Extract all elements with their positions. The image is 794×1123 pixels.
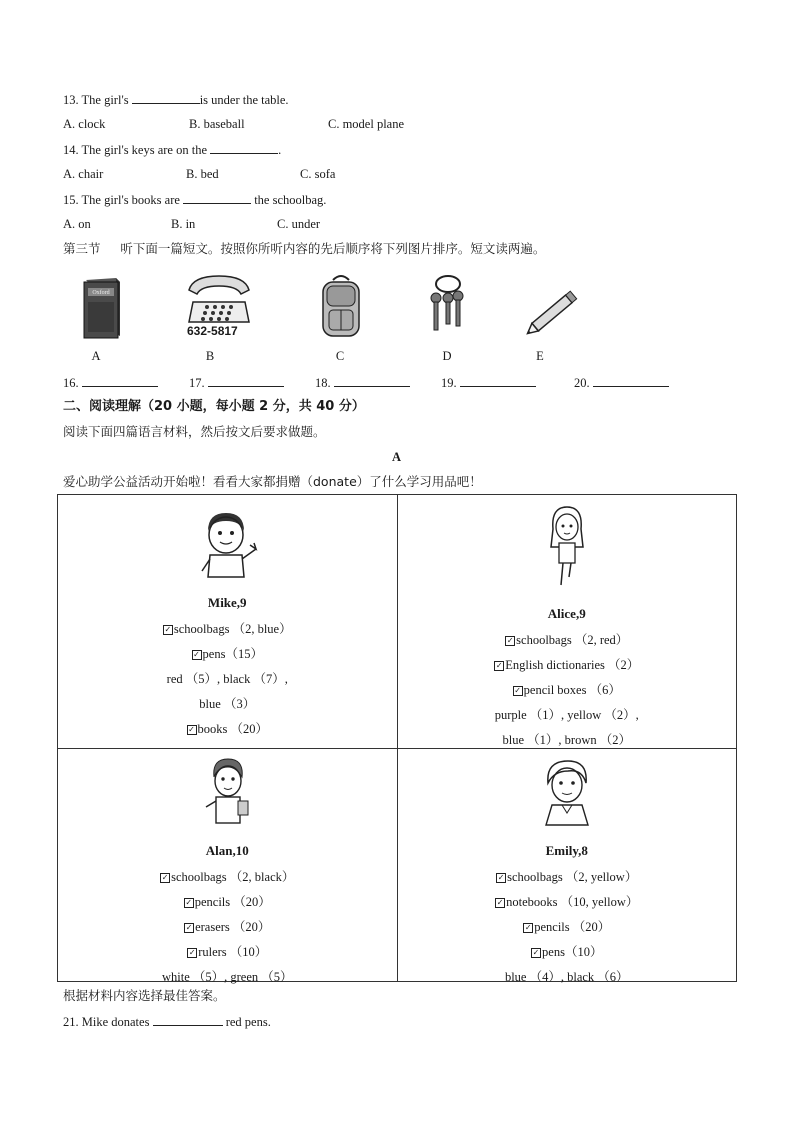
donor-cell-alice xyxy=(397,495,737,749)
answer-blank[interactable] xyxy=(334,374,410,387)
answer-blank[interactable] xyxy=(183,191,251,204)
answer-blank[interactable] xyxy=(593,374,669,387)
donation-item-detail: blue （3） xyxy=(199,697,256,711)
picture-label-d: D xyxy=(442,349,452,363)
checkbox-checked-icon: ✓ xyxy=(185,898,193,907)
question-text: 21. Mike donates xyxy=(63,1015,150,1029)
checkbox-checked-icon: ✓ xyxy=(514,686,521,695)
checkbox-checked-icon: ✓ xyxy=(185,923,193,932)
picture-label-c: C xyxy=(335,349,345,363)
dictionary-book-icon xyxy=(80,276,124,345)
donation-item: ✓ erasers （20） xyxy=(185,920,271,934)
answer-19: 19. xyxy=(441,374,536,391)
question-13 xyxy=(63,91,289,108)
question-text: is under the table. xyxy=(199,93,289,107)
option-a[interactable]: A. clock xyxy=(63,117,106,131)
question-14 xyxy=(63,141,281,158)
picture-label-b: B xyxy=(205,349,215,363)
telephone-icon xyxy=(183,272,255,345)
checkbox-checked-icon: ✓ xyxy=(532,948,540,957)
donation-item-detail: white （5）, green （5） xyxy=(161,970,293,984)
passage-intro: 爱心助学公益活动开始啦！看看大家都捐赠（donate）了什么学习用品吧！ xyxy=(63,474,482,489)
question-text: 14. The girl's keys are on the xyxy=(63,143,208,157)
passage-label: A xyxy=(392,450,402,464)
answer-blank[interactable] xyxy=(153,1013,223,1026)
svg-text:Oxford: Oxford xyxy=(92,290,110,296)
answer-20: 20. xyxy=(574,374,669,391)
donation-item-detail: blue （4）, black （6） xyxy=(504,970,629,984)
donation-item: ✓ notebooks （10, yellow） xyxy=(496,895,639,909)
checkbox-checked-icon: ✓ xyxy=(496,898,504,907)
question-text: 15. The girl's books are xyxy=(63,193,180,207)
question-text: the schoolbag. xyxy=(254,193,327,207)
section-heading: 第三节 xyxy=(63,241,101,256)
section-3-instruction xyxy=(63,241,545,257)
answer-blank[interactable] xyxy=(132,91,200,104)
phone-number-caption: 632-5817 xyxy=(187,324,238,338)
answer-16: 16. xyxy=(63,374,158,391)
checkbox-checked-icon: ✓ xyxy=(164,625,172,634)
checkbox-checked-icon: ✓ xyxy=(495,661,503,670)
donor-cell-mike xyxy=(58,495,398,749)
question-21 xyxy=(63,1013,271,1030)
answer-blank[interactable] xyxy=(208,374,284,387)
answer-blank[interactable] xyxy=(82,374,158,387)
answer-instruction: 根据材料内容选择最佳答案。 xyxy=(63,988,226,1003)
donation-item: ✓ pens（15） xyxy=(193,647,263,661)
donation-item: ✓ books （20） xyxy=(188,722,268,736)
donation-item-detail: blue （1）, brown （2） xyxy=(502,733,631,747)
option-a[interactable]: A. chair xyxy=(63,167,104,181)
reading-section-title: 二、阅读理解（20 小题，每小题 2 分，共 40 分） xyxy=(63,399,365,414)
checkbox-checked-icon: ✓ xyxy=(161,873,169,882)
donor-name: Alice,9 xyxy=(547,606,586,621)
donation-item-detail: red （5）, black （7）, xyxy=(166,672,288,686)
donation-item: ✓ schoolbags （2, yellow） xyxy=(497,870,638,884)
donation-item-detail: purple （1）, yellow （2）, xyxy=(494,708,639,722)
checkbox-checked-icon: ✓ xyxy=(524,923,532,932)
checkbox-checked-icon: ✓ xyxy=(188,725,195,734)
donation-item: ✓ schoolbags （2, black） xyxy=(161,870,295,884)
donation-item: ✓ pencil boxes （6） xyxy=(514,683,621,697)
question-text: . xyxy=(278,143,282,157)
donation-item: ✓ pens（10） xyxy=(532,945,603,959)
pencil-icon xyxy=(520,286,584,345)
option-b[interactable]: B. baseball xyxy=(189,117,245,131)
girl-avatar xyxy=(538,757,596,834)
answer-blank[interactable] xyxy=(210,141,278,154)
girl-avatar xyxy=(545,503,589,596)
donation-item: ✓ pencils （20） xyxy=(524,920,611,934)
donor-cell-emily xyxy=(397,749,737,982)
question-text: 13. The girl's xyxy=(63,93,129,107)
option-c[interactable]: C. under xyxy=(277,217,321,231)
answer-blank[interactable] xyxy=(460,374,536,387)
option-a[interactable]: A. on xyxy=(63,217,91,231)
reading-instruction: 阅读下面四篇语言材料，然后按文后要求做题。 xyxy=(63,424,326,439)
donation-item: ✓ rulers （10） xyxy=(188,945,268,959)
donor-name: Emily,8 xyxy=(545,843,588,858)
option-b[interactable]: B. bed xyxy=(186,167,219,181)
donor-name: Alan,10 xyxy=(205,843,249,858)
instruction-text: 听下面一篇短文。按照你所听内容的先后顺序将下列图片排序。短文读两遍。 xyxy=(120,241,546,256)
donation-table xyxy=(57,494,737,982)
answer-17: 17. xyxy=(189,374,284,391)
donation-item: ✓ pencils （20） xyxy=(185,895,271,909)
donation-item: ✓ schoolbags （2, red） xyxy=(506,633,629,647)
checkbox-checked-icon: ✓ xyxy=(497,873,505,882)
keys-icon xyxy=(426,274,466,343)
boy-avatar xyxy=(194,509,260,588)
option-c[interactable]: C. model plane xyxy=(328,117,405,131)
question-text: red pens. xyxy=(225,1015,271,1029)
answer-18: 18. xyxy=(315,374,410,391)
donor-cell-alan xyxy=(58,749,398,982)
option-b[interactable]: B. in xyxy=(171,217,196,231)
option-c[interactable]: C. sofa xyxy=(300,167,336,181)
picture-label-a: A xyxy=(91,349,101,363)
checkbox-checked-icon: ✓ xyxy=(506,636,514,645)
checkbox-checked-icon: ✓ xyxy=(188,948,196,957)
picture-label-e: E xyxy=(536,349,544,363)
checkbox-checked-icon: ✓ xyxy=(193,650,200,659)
donation-item: ✓ schoolbags （2, blue） xyxy=(164,622,292,636)
donation-item: ✓ English dictionaries （2） xyxy=(495,658,640,672)
schoolbag-icon xyxy=(315,272,367,345)
boy-avatar xyxy=(202,757,252,834)
donor-name: Mike,9 xyxy=(207,595,247,610)
question-15 xyxy=(63,191,326,208)
